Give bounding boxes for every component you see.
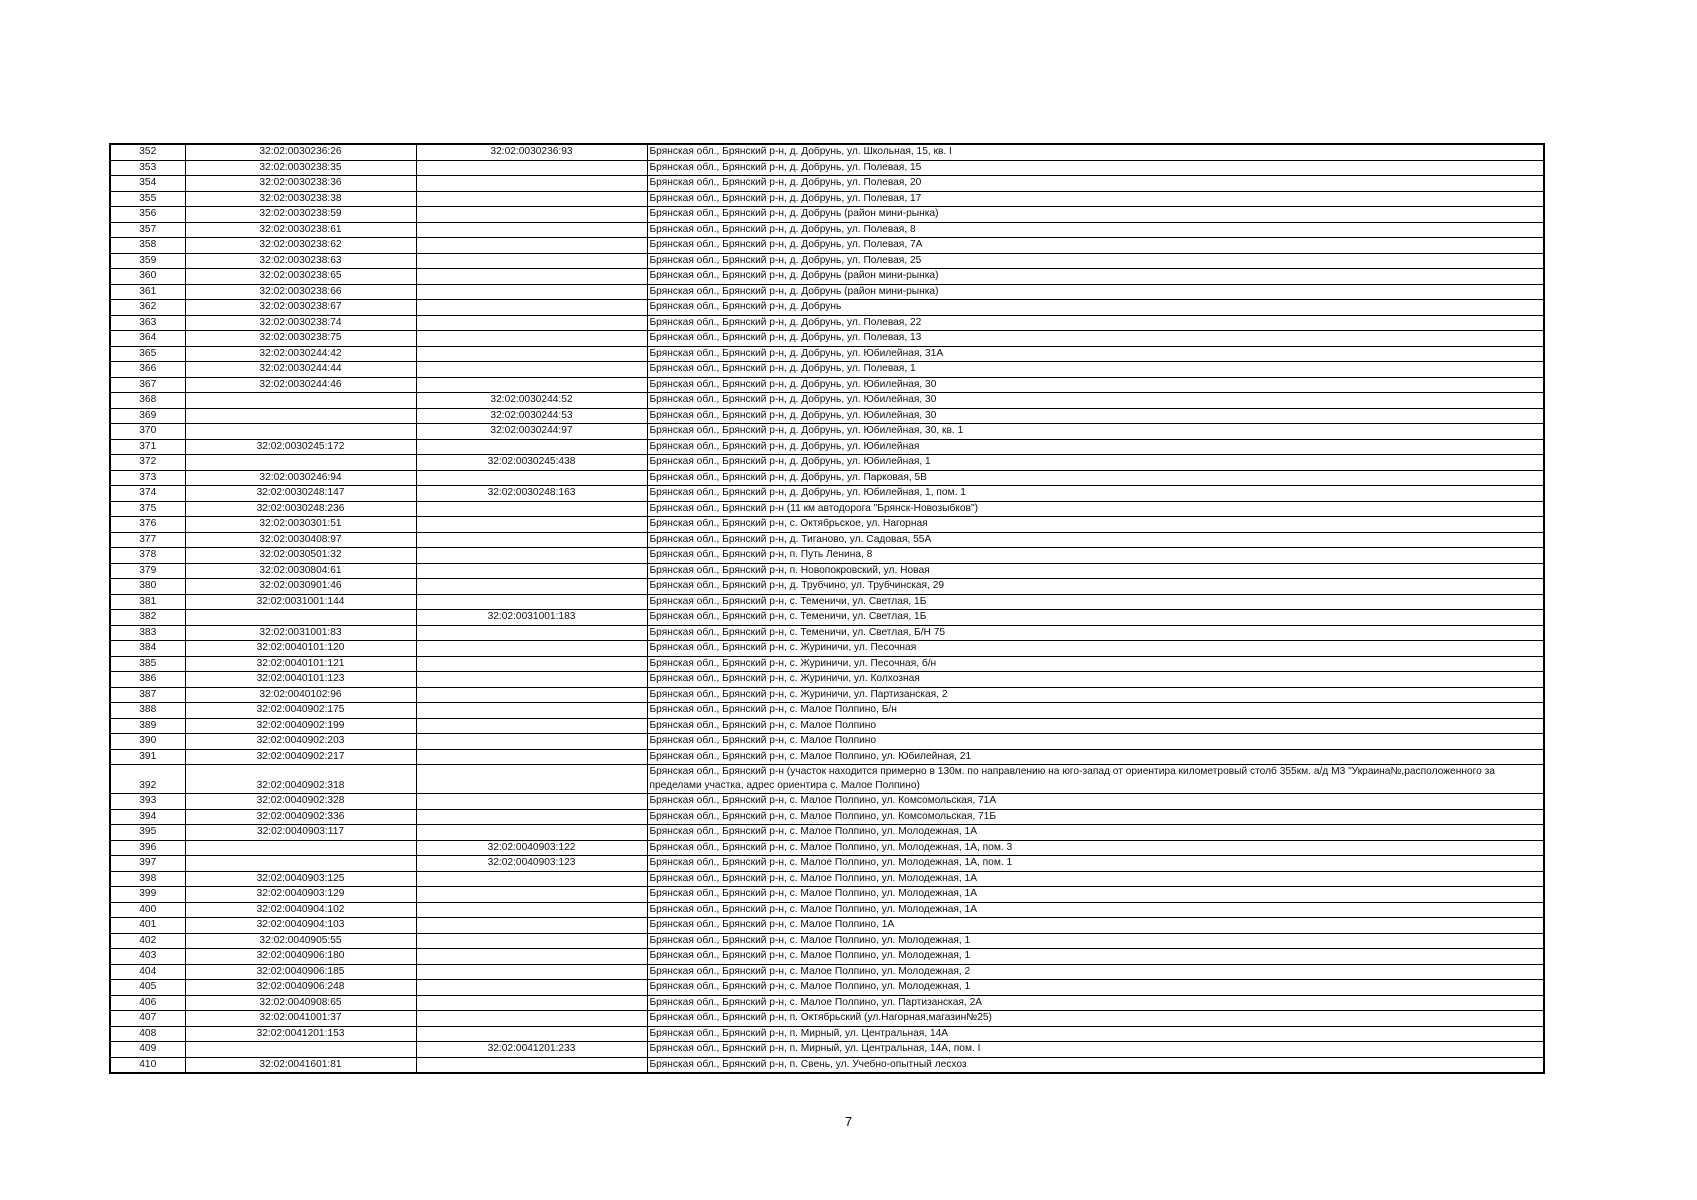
related-cadastral-number-cell (416, 672, 647, 688)
address-cell: Брянская обл., Брянский р-н, с. Малое Полпино, ул. Молодежная, 1А, пом. 3 (647, 840, 1544, 856)
related-cadastral-number-cell (416, 995, 647, 1011)
address-cell: Брянская обл., Брянский р-н, д. Добрунь, ул. Полевая, 8 (647, 222, 1544, 238)
related-cadastral-number-cell (416, 687, 647, 703)
table-row (110, 641, 1544, 657)
row-number-cell: 389 (110, 718, 185, 734)
cadastral-number-cell: 32:02:0030244:42 (185, 346, 416, 362)
address-cell: Брянская обл., Брянский р-н, с. Теменичи, ул. Светлая, 1Б (647, 610, 1544, 626)
address-cell: Брянская обл., Брянский р-н, с. Журиничи, ул. Партизанская, 2 (647, 687, 1544, 703)
table-row (110, 393, 1544, 409)
cadastral-number-cell: 32:02:0030238:38 (185, 191, 416, 207)
cadastral-number-cell: 32:02:0040903:125 (185, 871, 416, 887)
cadastral-number-cell: 32:02:0040906:180 (185, 949, 416, 965)
address-cell: Брянская обл., Брянский р-н, д. Добрунь (647, 300, 1544, 316)
address-cell: Брянская обл., Брянский р-н, д. Трубчино, ул. Трубчинская, 29 (647, 579, 1544, 595)
table-row (110, 1026, 1544, 1042)
table-row (110, 238, 1544, 254)
table-row (110, 703, 1544, 719)
cadastral-number-cell: 32:02:0040903:117 (185, 825, 416, 841)
table-row (110, 594, 1544, 610)
table-row (110, 207, 1544, 223)
address-cell: Брянская обл., Брянский р-н, с. Теменичи, ул. Светлая, 1Б (647, 594, 1544, 610)
related-cadastral-number-cell (416, 253, 647, 269)
cadastral-number-cell: 32:02:0030238:59 (185, 207, 416, 223)
cadastral-number-cell: 32:02:0030238:62 (185, 238, 416, 254)
address-cell: Брянская обл., Брянский р-н, с. Малое Полпино, ул. Молодежная, 1А, пом. 1 (647, 856, 1544, 872)
cadastral-number-cell: 32:02:0040904:103 (185, 918, 416, 934)
table-row (110, 1042, 1544, 1058)
row-number-cell: 401 (110, 918, 185, 934)
table-row (110, 749, 1544, 765)
row-number-cell: 360 (110, 269, 185, 285)
table-row (110, 825, 1544, 841)
address-cell: Брянская обл., Брянский р-н, с. Малое Полпино, ул. Молодежная, 1А (647, 902, 1544, 918)
table-row (110, 856, 1544, 872)
address-cell: Брянская обл., Брянский р-н, д. Добрунь, ул. Юбилейная, 31А (647, 346, 1544, 362)
address-cell: Брянская обл., Брянский р-н, д. Добрунь, ул. Полевая, 25 (647, 253, 1544, 269)
cadastral-number-cell (185, 424, 416, 440)
address-cell: Брянская обл., Брянский р-н, с. Малое Полпино, Б/н (647, 703, 1544, 719)
table-row (110, 486, 1544, 502)
related-cadastral-number-cell (416, 887, 647, 903)
related-cadastral-number-cell: 32:02:0030244:97 (416, 424, 647, 440)
related-cadastral-number-cell (416, 191, 647, 207)
row-number-cell: 376 (110, 517, 185, 533)
related-cadastral-number-cell (416, 703, 647, 719)
table-row (110, 517, 1544, 533)
address-cell: Брянская обл., Брянский р-н, д. Добрунь, ул. Школьная, 15, кв. I (647, 144, 1544, 160)
related-cadastral-number-cell (416, 563, 647, 579)
address-cell: Брянская обл., Брянский р-н (участок находится примерно в 130м. по направлению на юго-запад от ориентира километровый столб 355км. а/д М3 "Украина№,расположенного за пределами участка, адрес ориентира с. Малое Полпино) (647, 765, 1544, 794)
address-cell: Брянская обл., Брянский р-н, с. Малое Полпино, ул. Молодежная, 1А (647, 871, 1544, 887)
row-number-cell: 381 (110, 594, 185, 610)
related-cadastral-number-cell (416, 656, 647, 672)
cadastral-number-cell: 32:02:0030501:32 (185, 548, 416, 564)
cadastral-number-cell (185, 1042, 416, 1058)
address-cell: Брянская обл., Брянский р-н, с. Малое Полпино, ул. Молодежная, 1А (647, 825, 1544, 841)
row-number-cell: 353 (110, 160, 185, 176)
table-row (110, 191, 1544, 207)
row-number-cell: 386 (110, 672, 185, 688)
table-row (110, 563, 1544, 579)
related-cadastral-number-cell (416, 579, 647, 595)
address-cell: Брянская обл., Брянский р-н, п. Свень, ул. Учебно-опытный лесхоз (647, 1057, 1544, 1073)
related-cadastral-number-cell (416, 809, 647, 825)
row-number-cell: 356 (110, 207, 185, 223)
cadastral-number-cell (185, 455, 416, 471)
address-cell: Брянская обл., Брянский р-н, п. Мирный, ул. Центральная, 14А (647, 1026, 1544, 1042)
cadastral-number-cell: 32:02:0030244:46 (185, 377, 416, 393)
table-row (110, 902, 1544, 918)
address-cell: Брянская обл., Брянский р-н, д. Добрунь, ул. Юбилейная, 1, пом. 1 (647, 486, 1544, 502)
table-row (110, 1011, 1544, 1027)
address-cell: Брянская обл., Брянский р-н, с. Малое Полпино, ул. Молодежная, 1 (647, 949, 1544, 965)
row-number-cell: 385 (110, 656, 185, 672)
related-cadastral-number-cell: 32:02:0030248:163 (416, 486, 647, 502)
cadastral-number-cell: 32:02:0030238:61 (185, 222, 416, 238)
related-cadastral-number-cell: 32:02:0030244:52 (416, 393, 647, 409)
row-number-cell: 357 (110, 222, 185, 238)
row-number-cell: 391 (110, 749, 185, 765)
row-number-cell: 374 (110, 486, 185, 502)
related-cadastral-number-cell (416, 765, 647, 794)
table-row (110, 176, 1544, 192)
table-row (110, 300, 1544, 316)
table-row (110, 794, 1544, 810)
table-row (110, 687, 1544, 703)
cadastral-number-cell: 32:02:0041001:37 (185, 1011, 416, 1027)
related-cadastral-number-cell (416, 377, 647, 393)
cadastral-number-cell: 32:02:0030238:35 (185, 160, 416, 176)
cadastral-number-cell: 32:02:0040903:129 (185, 887, 416, 903)
table-row (110, 253, 1544, 269)
cadastral-number-cell: 32:02:0040902:328 (185, 794, 416, 810)
cadastral-number-cell: 32:02:0040904:102 (185, 902, 416, 918)
row-number-cell: 410 (110, 1057, 185, 1073)
table-row (110, 424, 1544, 440)
related-cadastral-number-cell (416, 532, 647, 548)
row-number-cell: 400 (110, 902, 185, 918)
cadastral-number-cell: 32:02:0040101:123 (185, 672, 416, 688)
row-number-cell: 373 (110, 470, 185, 486)
address-cell: Брянская обл., Брянский р-н, с. Малое Полпино, ул. Юбилейная, 21 (647, 749, 1544, 765)
table-row (110, 809, 1544, 825)
related-cadastral-number-cell (416, 548, 647, 564)
table-row (110, 610, 1544, 626)
table-row (110, 455, 1544, 471)
row-number-cell: 396 (110, 840, 185, 856)
row-number-cell: 388 (110, 703, 185, 719)
related-cadastral-number-cell: 32:02:0040903:123 (416, 856, 647, 872)
cadastral-number-cell: 32:02:0030238:36 (185, 176, 416, 192)
table-row (110, 346, 1544, 362)
related-cadastral-number-cell (416, 362, 647, 378)
cadastral-number-cell: 32:02:0041601:81 (185, 1057, 416, 1073)
cadastral-number-cell: 32:02:0040906:185 (185, 964, 416, 980)
cadastral-number-cell: 32:02:0040101:120 (185, 641, 416, 657)
cadastral-number-cell: 32:02:0030245:172 (185, 439, 416, 455)
address-cell: Брянская обл., Брянский р-н, с. Малое Полпино, ул. Молодежная, 1А (647, 887, 1544, 903)
table-row (110, 734, 1544, 750)
cadastral-number-cell: 32:02:0040906:248 (185, 980, 416, 996)
table-row (110, 918, 1544, 934)
row-number-cell: 408 (110, 1026, 185, 1042)
table-row (110, 315, 1544, 331)
address-cell: Брянская обл., Брянский р-н, д. Добрунь, ул. Юбилейная, 30 (647, 377, 1544, 393)
row-number-cell: 378 (110, 548, 185, 564)
address-cell: Брянская обл., Брянский р-н, с. Малое Полпино, ул. Комсомольская, 71Б (647, 809, 1544, 825)
related-cadastral-number-cell: 32:02:0030245:438 (416, 455, 647, 471)
address-cell: Брянская обл., Брянский р-н, д. Добрунь, ул. Юбилейная (647, 439, 1544, 455)
row-number-cell: 397 (110, 856, 185, 872)
address-cell: Брянская обл., Брянский р-н, с. Журиничи, ул. Песочная (647, 641, 1544, 657)
table-row (110, 656, 1544, 672)
address-cell: Брянская обл., Брянский р-н, д. Добрунь, ул. Парковая, 5В (647, 470, 1544, 486)
related-cadastral-number-cell (416, 641, 647, 657)
related-cadastral-number-cell (416, 346, 647, 362)
row-number-cell: 393 (110, 794, 185, 810)
related-cadastral-number-cell (416, 207, 647, 223)
cadastral-number-cell (185, 610, 416, 626)
related-cadastral-number-cell (416, 160, 647, 176)
row-number-cell: 370 (110, 424, 185, 440)
row-number-cell: 368 (110, 393, 185, 409)
row-number-cell: 352 (110, 144, 185, 160)
cadastral-number-cell: 32:02:0030248:236 (185, 501, 416, 517)
cadastral-number-cell: 32:02:0030301:51 (185, 517, 416, 533)
table-row (110, 144, 1544, 160)
cadastral-number-cell: 32:02:0040101:121 (185, 656, 416, 672)
table-row (110, 871, 1544, 887)
address-cell: Брянская обл., Брянский р-н, д. Добрунь, ул. Полевая, 7А (647, 238, 1544, 254)
table-row (110, 269, 1544, 285)
related-cadastral-number-cell (416, 501, 647, 517)
table-row (110, 949, 1544, 965)
table-row (110, 625, 1544, 641)
table-row (110, 887, 1544, 903)
related-cadastral-number-cell (416, 594, 647, 610)
table-row (110, 331, 1544, 347)
row-number-cell: 367 (110, 377, 185, 393)
row-number-cell: 402 (110, 933, 185, 949)
table-row (110, 672, 1544, 688)
address-cell: Брянская обл., Брянский р-н, д. Добрунь, ул. Полевая, 1 (647, 362, 1544, 378)
register-table-body (110, 144, 1544, 1073)
address-cell: Брянская обл., Брянский р-н, с. Малое Полпино, ул. Молодежная, 2 (647, 964, 1544, 980)
cadastral-number-cell: 32:02:0040902:199 (185, 718, 416, 734)
related-cadastral-number-cell (416, 734, 647, 750)
row-number-cell: 372 (110, 455, 185, 471)
related-cadastral-number-cell (416, 1011, 647, 1027)
cadastral-number-cell (185, 856, 416, 872)
related-cadastral-number-cell (416, 918, 647, 934)
related-cadastral-number-cell (416, 718, 647, 734)
address-cell: Брянская обл., Брянский р-н, с. Журиничи, ул. Колхозная (647, 672, 1544, 688)
cadastral-number-cell: 32:02:0030238:75 (185, 331, 416, 347)
row-number-cell: 383 (110, 625, 185, 641)
related-cadastral-number-cell: 32:02:0030236:93 (416, 144, 647, 160)
related-cadastral-number-cell (416, 176, 647, 192)
cadastral-number-cell: 32:02:0030244:44 (185, 362, 416, 378)
row-number-cell: 394 (110, 809, 185, 825)
cadastral-number-cell: 32:02:0040902:318 (185, 765, 416, 794)
row-number-cell: 362 (110, 300, 185, 316)
related-cadastral-number-cell (416, 964, 647, 980)
row-number-cell: 354 (110, 176, 185, 192)
address-cell: Брянская обл., Брянский р-н, д. Добрунь (район мини-рынка) (647, 207, 1544, 223)
address-cell: Брянская обл., Брянский р-н, с. Малое Полпино (647, 734, 1544, 750)
cadastral-number-cell: 32:02:0030238:66 (185, 284, 416, 300)
address-cell: Брянская обл., Брянский р-н, с. Малое Полпино (647, 718, 1544, 734)
row-number-cell: 359 (110, 253, 185, 269)
table-row (110, 501, 1544, 517)
related-cadastral-number-cell (416, 933, 647, 949)
cadastral-number-cell: 32:02:0031001:144 (185, 594, 416, 610)
address-cell: Брянская обл., Брянский р-н, д. Добрунь, ул. Юбилейная, 30 (647, 393, 1544, 409)
cadastral-number-cell: 32:02:0030901:46 (185, 579, 416, 595)
related-cadastral-number-cell (416, 331, 647, 347)
table-row (110, 964, 1544, 980)
table-row (110, 222, 1544, 238)
related-cadastral-number-cell: 32:02:0040903:122 (416, 840, 647, 856)
row-number-cell: 361 (110, 284, 185, 300)
address-cell: Брянская обл., Брянский р-н, п. Октябрьский (ул.Нагорная,магазин№25) (647, 1011, 1544, 1027)
table-row (110, 933, 1544, 949)
address-cell: Брянская обл., Брянский р-н, с. Малое Полпино, ул. Молодежная, 1 (647, 980, 1544, 996)
table-row (110, 995, 1544, 1011)
table-row (110, 160, 1544, 176)
table-row (110, 1057, 1544, 1073)
address-cell: Брянская обл., Брянский р-н, д. Добрунь, ул. Полевая, 20 (647, 176, 1544, 192)
address-cell: Брянская обл., Брянский р-н, п. Мирный, ул. Центральная, 14А, пом. I (647, 1042, 1544, 1058)
address-cell: Брянская обл., Брянский р-н, п. Новопокровский, ул. Новая (647, 563, 1544, 579)
related-cadastral-number-cell (416, 980, 647, 996)
row-number-cell: 365 (110, 346, 185, 362)
address-cell: Брянская обл., Брянский р-н, д. Добрунь (район мини-рынка) (647, 269, 1544, 285)
cadastral-number-cell: 32:02:0040902:217 (185, 749, 416, 765)
related-cadastral-number-cell (416, 1057, 647, 1073)
cadastral-number-cell: 32:02:0030246:94 (185, 470, 416, 486)
cadastral-number-cell (185, 393, 416, 409)
table-row (110, 284, 1544, 300)
address-cell: Брянская обл., Брянский р-н, с. Малое Полпино, 1А (647, 918, 1544, 934)
related-cadastral-number-cell (416, 300, 647, 316)
cadastral-number-cell: 32:02:0031001:83 (185, 625, 416, 641)
related-cadastral-number-cell (416, 902, 647, 918)
row-number-cell: 364 (110, 331, 185, 347)
related-cadastral-number-cell (416, 470, 647, 486)
cadastral-number-cell: 32:02:0040902:336 (185, 809, 416, 825)
address-cell: Брянская обл., Брянский р-н, д. Тиганово, ул. Садовая, 55А (647, 532, 1544, 548)
row-number-cell: 375 (110, 501, 185, 517)
row-number-cell: 392 (110, 765, 185, 794)
address-cell: Брянская обл., Брянский р-н, с. Журиничи, ул. Песочная, б/н (647, 656, 1544, 672)
related-cadastral-number-cell (416, 749, 647, 765)
cadastral-number-cell (185, 408, 416, 424)
row-number-cell: 377 (110, 532, 185, 548)
table-row (110, 377, 1544, 393)
address-cell: Брянская обл., Брянский р-н, д. Добрунь, ул. Полевая, 15 (647, 160, 1544, 176)
table-row (110, 980, 1544, 996)
cadastral-number-cell: 32:02:0030238:63 (185, 253, 416, 269)
related-cadastral-number-cell (416, 238, 647, 254)
cadastral-number-cell (185, 840, 416, 856)
cadastral-number-cell: 32:02:0040902:203 (185, 734, 416, 750)
related-cadastral-number-cell (416, 794, 647, 810)
row-number-cell: 390 (110, 734, 185, 750)
related-cadastral-number-cell (416, 222, 647, 238)
row-number-cell: 395 (110, 825, 185, 841)
address-cell: Брянская обл., Брянский р-н (11 км автодорога "Брянск-Новозыбков") (647, 501, 1544, 517)
page-number: 7 (844, 1114, 853, 1129)
table-row (110, 362, 1544, 378)
table-row (110, 765, 1544, 794)
row-number-cell: 407 (110, 1011, 185, 1027)
row-number-cell: 371 (110, 439, 185, 455)
row-number-cell: 382 (110, 610, 185, 626)
cadastral-number-cell: 32:02:0040905:55 (185, 933, 416, 949)
related-cadastral-number-cell: 32:02:0031001:183 (416, 610, 647, 626)
related-cadastral-number-cell (416, 269, 647, 285)
cadastral-number-cell: 32:02:0030248:147 (185, 486, 416, 502)
table-row (110, 840, 1544, 856)
table-row (110, 439, 1544, 455)
related-cadastral-number-cell (416, 517, 647, 533)
cadastral-number-cell: 32:02:0030804:61 (185, 563, 416, 579)
cadastral-number-cell: 32:02:0040102:96 (185, 687, 416, 703)
address-cell: Брянская обл., Брянский р-н, д. Добрунь, ул. Полевая, 17 (647, 191, 1544, 207)
related-cadastral-number-cell (416, 871, 647, 887)
row-number-cell: 406 (110, 995, 185, 1011)
table-row (110, 548, 1544, 564)
row-number-cell: 399 (110, 887, 185, 903)
table-row (110, 532, 1544, 548)
address-cell: Брянская обл., Брянский р-н, п. Путь Ленина, 8 (647, 548, 1544, 564)
table-row (110, 470, 1544, 486)
cadastral-number-cell: 32:02:0030236:26 (185, 144, 416, 160)
address-cell: Брянская обл., Брянский р-н, д. Добрунь, ул. Юбилейная, 30, кв. 1 (647, 424, 1544, 440)
address-cell: Брянская обл., Брянский р-н, д. Добрунь, ул. Юбилейная, 30 (647, 408, 1544, 424)
row-number-cell: 355 (110, 191, 185, 207)
row-number-cell: 398 (110, 871, 185, 887)
address-cell: Брянская обл., Брянский р-н, с. Малое Полпино, ул. Партизанская, 2А (647, 995, 1544, 1011)
cadastral-number-cell: 32:02:0030408:97 (185, 532, 416, 548)
row-number-cell: 369 (110, 408, 185, 424)
row-number-cell: 387 (110, 687, 185, 703)
address-cell: Брянская обл., Брянский р-н, с. Октябрьское, ул. Нагорная (647, 517, 1544, 533)
related-cadastral-number-cell: 32:02:0030244:53 (416, 408, 647, 424)
cadastral-number-cell: 32:02:0041201:153 (185, 1026, 416, 1042)
address-cell: Брянская обл., Брянский р-н, д. Добрунь, ул. Полевая, 13 (647, 331, 1544, 347)
related-cadastral-number-cell (416, 949, 647, 965)
table-row (110, 718, 1544, 734)
related-cadastral-number-cell: 32:02:0041201:233 (416, 1042, 647, 1058)
row-number-cell: 405 (110, 980, 185, 996)
cadastral-number-cell: 32:02:0030238:65 (185, 269, 416, 285)
related-cadastral-number-cell (416, 1026, 647, 1042)
address-cell: Брянская обл., Брянский р-н, с. Малое Полпино, ул. Комсомольская, 71А (647, 794, 1544, 810)
cadastral-number-cell: 32:02:0030238:74 (185, 315, 416, 331)
related-cadastral-number-cell (416, 439, 647, 455)
cadastral-number-cell: 32:02:0030238:67 (185, 300, 416, 316)
related-cadastral-number-cell (416, 625, 647, 641)
row-number-cell: 384 (110, 641, 185, 657)
related-cadastral-number-cell (416, 284, 647, 300)
row-number-cell: 403 (110, 949, 185, 965)
row-number-cell: 379 (110, 563, 185, 579)
address-cell: Брянская обл., Брянский р-н, д. Добрунь, ул. Полевая, 22 (647, 315, 1544, 331)
related-cadastral-number-cell (416, 825, 647, 841)
row-number-cell: 404 (110, 964, 185, 980)
related-cadastral-number-cell (416, 315, 647, 331)
table-row (110, 408, 1544, 424)
register-table (109, 143, 1545, 1074)
row-number-cell: 380 (110, 579, 185, 595)
cadastral-number-cell: 32:02:0040902:175 (185, 703, 416, 719)
table-row (110, 579, 1544, 595)
address-cell: Брянская обл., Брянский р-н, д. Добрунь (район мини-рынка) (647, 284, 1544, 300)
address-cell: Брянская обл., Брянский р-н, с. Теменичи, ул. Светлая, Б/Н 75 (647, 625, 1544, 641)
row-number-cell: 363 (110, 315, 185, 331)
row-number-cell: 409 (110, 1042, 185, 1058)
row-number-cell: 358 (110, 238, 185, 254)
cadastral-number-cell: 32:02:0040908:65 (185, 995, 416, 1011)
address-cell: Брянская обл., Брянский р-н, с. Малое Полпино, ул. Молодежная, 1 (647, 933, 1544, 949)
address-cell: Брянская обл., Брянский р-н, д. Добрунь, ул. Юбилейная, 1 (647, 455, 1544, 471)
row-number-cell: 366 (110, 362, 185, 378)
